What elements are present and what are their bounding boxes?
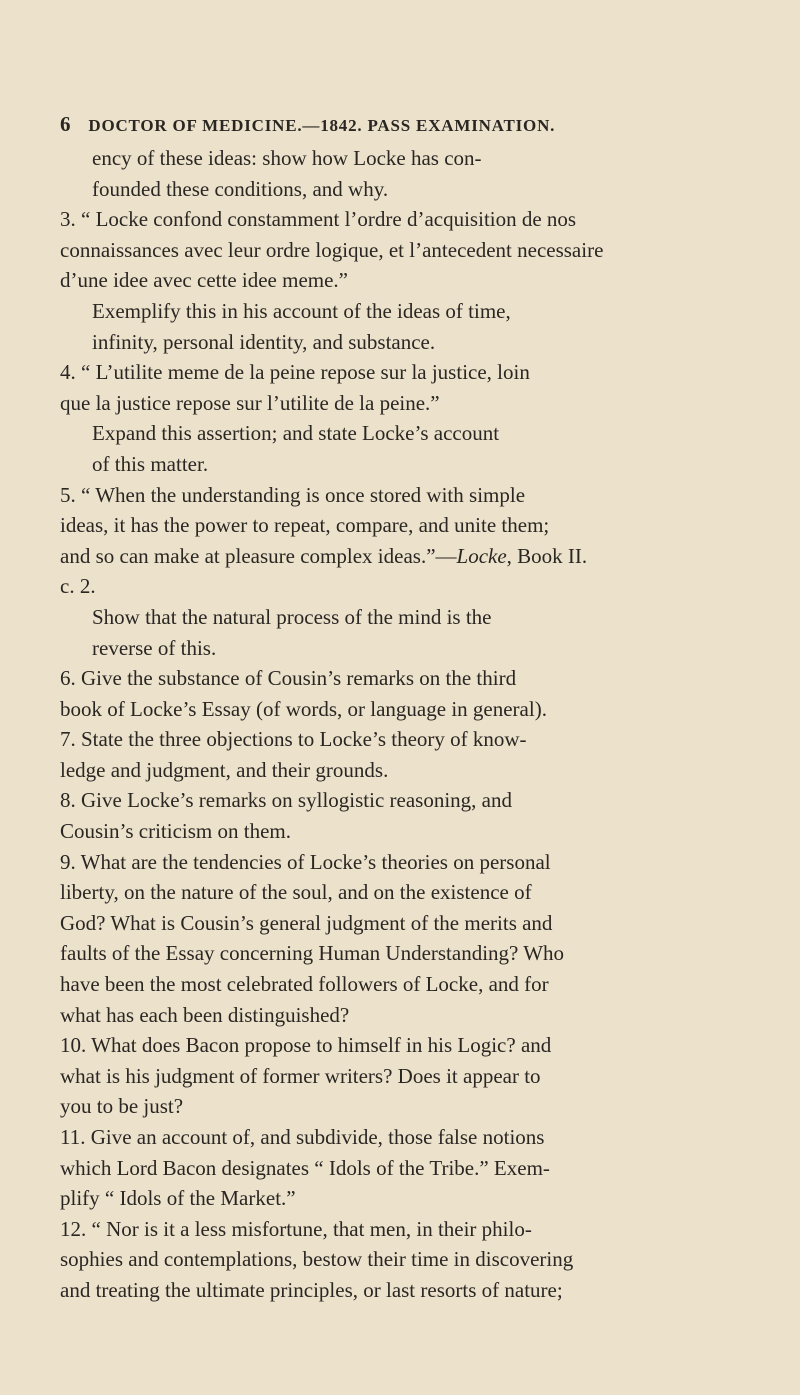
text-line: what has each been distinguished? (60, 1002, 350, 1027)
text-line: Cousin’s criticism on them. (60, 819, 291, 844)
page-body (60, 143, 760, 1306)
text-line: d’une idee avec cette idee meme.” (60, 268, 348, 293)
text-line: Expand this assertion; and state Locke’s account (92, 421, 500, 446)
text-line: and treating the ultimate principles, or last resorts of nature; (60, 1277, 563, 1302)
page-number: 6 (60, 112, 72, 136)
text-line: you to be just? (60, 1094, 184, 1119)
text-line: 4. “ L’utilite meme de la peine repose sur la justice, loin (60, 360, 530, 385)
text-line: Exemplify this in his account of the ideas of time, (92, 298, 511, 323)
text-fragment: , Book II. (506, 543, 588, 568)
text-line: 3. “ Locke confond constamment l’ordre d’acquisition de nos (60, 207, 577, 232)
text-line: liberty, on the nature of the soul, and on the existence of (60, 880, 532, 905)
text-line: infinity, personal identity, and substance. (92, 329, 436, 354)
text-line: reverse of this. (92, 635, 217, 660)
text-line: 8. Give Locke’s remarks on syllogistic reasoning, and (60, 788, 512, 813)
text-line: God? What is Cousin’s general judgment of the merits and (60, 910, 553, 935)
text-line (60, 541, 760, 572)
text-line: what is his judgment of former writers? Does it appear to (60, 1063, 541, 1088)
text-line: ledge and judgment, and their grounds. (60, 757, 389, 782)
author-name: Locke (456, 543, 507, 568)
text-line: book of Locke’s Essay (of words, or language in general). (60, 696, 547, 721)
text-line: ideas, it has the power to repeat, compare, and unite them; (60, 513, 550, 538)
text-line: 10. What does Bacon propose to himself in his Logic? and (60, 1033, 552, 1058)
text-line: plify “ Idols of the Market.” (60, 1186, 296, 1211)
text-line: of this matter. (92, 451, 209, 476)
text-line: que la justice repose sur l’utilite de la peine.” (60, 390, 440, 415)
text-line: founded these conditions, and why. (92, 176, 389, 201)
text-line: 6. Give the substance of Cousin’s remarks on the third (60, 666, 517, 691)
text-line: sophies and contemplations, bestow their time in discovering (60, 1247, 574, 1272)
text-line: which Lord Bacon designates “ Idols of the Tribe.” Exem- (60, 1155, 550, 1180)
text-line: ency of these ideas: show how Locke has con- (92, 146, 482, 170)
header-title: DOCTOR OF MEDICINE.—1842. PASS EXAMINATION. (88, 116, 556, 135)
text-fragment: and so can make at pleasure complex ideas.”— (60, 543, 457, 568)
text-line: Show that the natural process of the mind is the (92, 604, 492, 629)
text-line: 11. Give an account of, and subdivide, those false notions (60, 1125, 545, 1149)
text-line: have been the most celebrated followers of Locke, and for (60, 972, 549, 997)
text-line: faults of the Essay concerning Human Understanding? Who (60, 941, 565, 966)
text-line: connaissances avec leur ordre logique, et l’antecedent necessaire (60, 237, 604, 262)
text-line: c. 2. (60, 574, 96, 599)
text-line: 9. What are the tendencies of Locke’s theories on personal (60, 849, 551, 874)
text-line: 12. “ Nor is it a less misfortune, that men, in their philo- (60, 1216, 532, 1241)
text-line: 7. State the three objections to Locke’s theory of know- (60, 727, 527, 752)
text-line: 5. “ When the understanding is once stored with simple (60, 482, 526, 507)
running-header (60, 112, 760, 137)
